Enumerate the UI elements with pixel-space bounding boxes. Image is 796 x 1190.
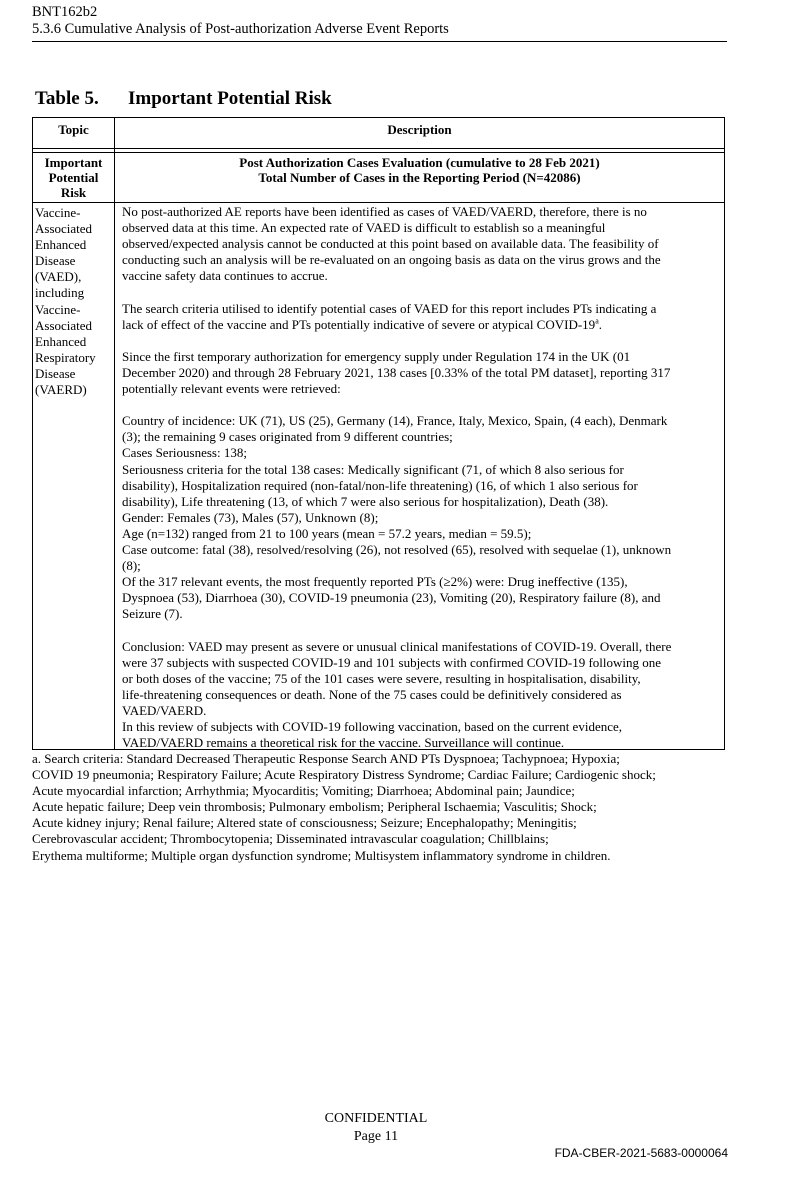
section-title: 5.3.6 Cumulative Analysis of Post-authorization Adverse Event Reports xyxy=(32,21,449,37)
column-divider xyxy=(114,118,115,749)
header-divider xyxy=(32,41,727,42)
bates-number: FDA-CBER-2021-5683-0000064 xyxy=(554,1146,728,1160)
table-title: Important Potential Risk xyxy=(128,88,332,109)
paragraph-no-data: No post-authorized AE reports have been identified as cases of VAED/VAERD, therefore, there is no observed data at this time. An expected rate of VAED is difficult to establish so a meaningful observed/expected analysis cannot be conducted at this point based on available data. The feasibility of conducting such an analysis will be re-evaluated on an ongoing basis as data on the virus grows and the vaccine safety data continues to accrue. xyxy=(122,204,661,284)
topic-column-header: Topic xyxy=(58,122,89,137)
page-number: Page 11 xyxy=(353,1129,399,1144)
subheader-row-divider xyxy=(33,202,724,203)
paragraph-authorization: Since the first temporary authorization for emergency supply under Regulation 174 in the UK (01 December 2020) and through 28 February 2021, 138 cases [0.33% of the total PM dataset], reporting 317 potentially relevant events were retrieved: xyxy=(122,348,671,397)
description-cell xyxy=(122,204,720,751)
product-name: BNT162b2 xyxy=(32,4,98,20)
table-caption xyxy=(35,88,332,110)
confidential-label: CONFIDENTIAL xyxy=(324,1111,428,1126)
table-footnote: a. Search criteria: Standard Decreased Therapeutic Response Search AND PTs Dyspnoea; Tachypnoea; Hypoxia; COVID 19 pneumonia; Respiratory Failure; Acute Respiratory Distress Syndrome; Cardiac Failure; Cardiogenic shock; Acute myocardial infarction; Arrhythmia; Myocarditis; Vomiting; Diarrhoea; Abdominal pain; Jaundice; Acute hepatic failure; Deep vein thrombosis; Pulmonary embolism; Peripheral Ischaemia; Vasculitis; Shock; Acute kidney injury; Renal failure; Altered state of consciousness; Seizure; Encephalopathy; Meningitis; Cerebrovascular accident; Thrombocytopenia; Disseminated intravascular coagulation; Chillblains; Erythema multiforme; Multiple organ dysfunction syndrome; Multisystem inflammatory syndrome in children. xyxy=(32,751,656,863)
header-row-divider-double xyxy=(33,152,724,153)
footnote-marker: a xyxy=(595,316,599,326)
header-row-divider xyxy=(33,148,724,149)
paragraph-search-criteria: The search criteria utilised to identify potential cases of VAED for this report includes PTs indicating a lack of effect of the vaccine and PTs potentially indicative of severe or atypical COVID-19$^a$. xyxy=(122,300,657,332)
paragraph-conclusion: Conclusion: VAED may present as severe or unusual clinical manifestations of COVID-19. Overall, there were 37 subjects with suspected COVID-19 and 101 subjects with confirmed COVID-19 following one or both doses of the vaccine; 75 of the 101 cases were severe, resulting in hospitalisation, disability, life-threatening consequences or death. None of the 75 cases could be definitively considered as VAED/VAERD. In this review of subjects with COVID-19 following vaccination, based on the current evidence, VAED/VAERD remains a theoretical risk for the vaccine. Surveillance will continue. xyxy=(122,638,672,751)
table-number: Table 5. xyxy=(35,88,99,109)
page-footer xyxy=(0,1110,752,1146)
topic-subheading: Important Potential Risk xyxy=(44,155,103,200)
topic-cell: Vaccine- Associated Enhanced Disease (VAED), including Vaccine- Associated Enhanced Respiratory Disease (VAERD) xyxy=(35,205,96,398)
evaluation-heading: Post Authorization Cases Evaluation (cumulative to 28 Feb 2021) Total Number of Cases in the Reporting Period (N=42086) xyxy=(239,155,600,185)
paragraph-case-stats: Country of incidence: UK (71), US (25), Germany (14), France, Italy, Mexico, Spain, (4 each), Denmark (3); the remaining 9 cases originated from 9 different countries; Cases Seriousness: 138; Seriousness criteria for the total 138 cases: Medically significant (71, of which 8 also serious for disability), Hospitalization required (non-fatal/non-life threatening) (16, of which 1 also serious for disability), Life threatening (13, of which 7 were also serious for hospitalization), Death (38). Gender: Females (73), Males (57), Unknown (8); Age (n=132) ranged from 21 to 100 years (mean = 57.2 years, median = 59.5); Case outcome: fatal (38), resolved/resolving (26), not resolved (65), resolved with sequelae (1), unknown (8); Of the 317 relevant events, the most frequently reported PTs (≥2%) were: Drug ineffective (135), Dyspnoea (53), Diarrhoea (30), COVID-19 pneumonia (23), Vomiting (20), Respiratory failure (8), and Seizure (7). xyxy=(122,413,672,622)
document-header xyxy=(32,4,449,38)
description-column-header: Description xyxy=(387,122,452,137)
